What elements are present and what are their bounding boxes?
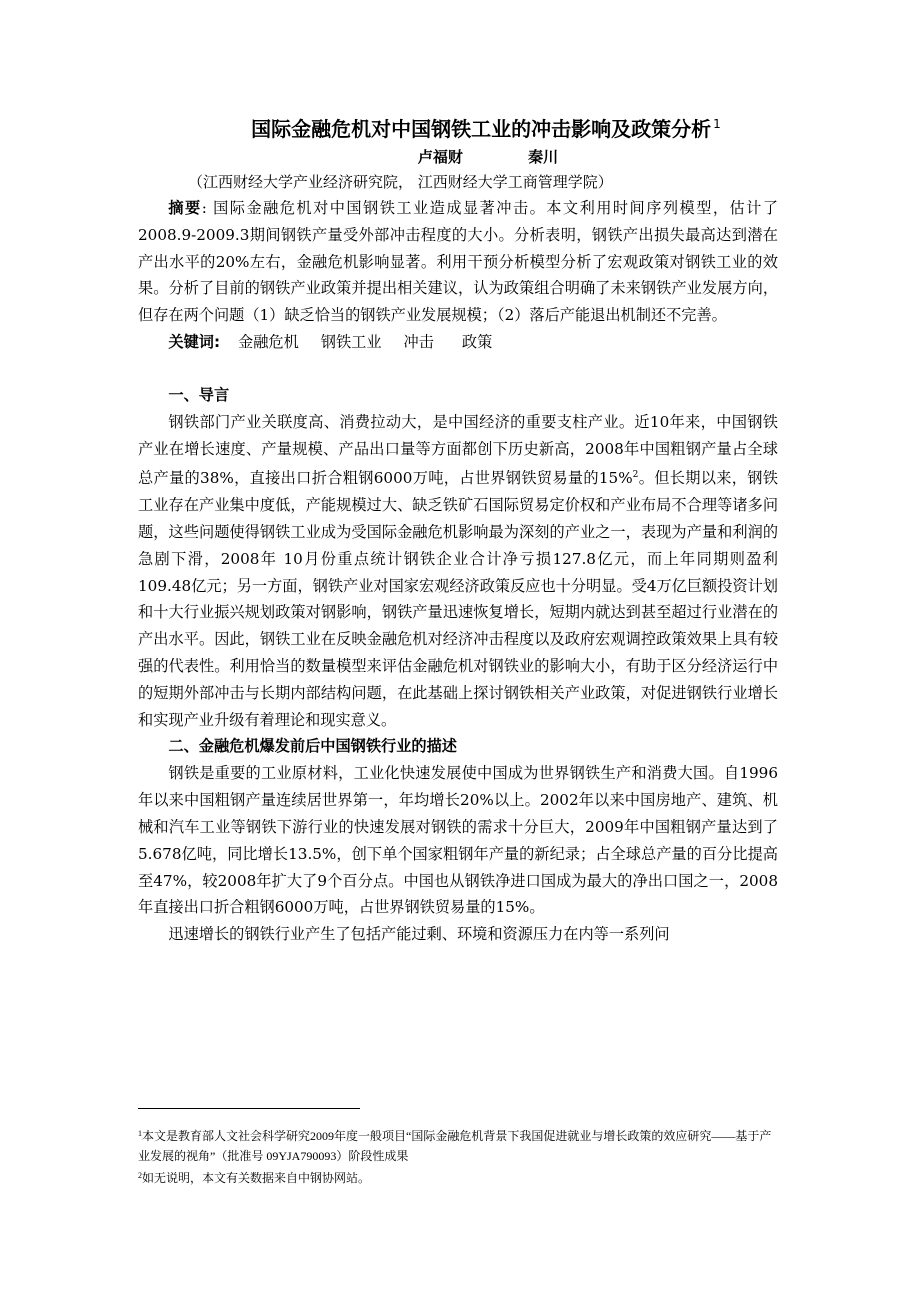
section-heading-introduction: 一、导言 (168, 385, 230, 404)
keyword: 钢铁工业 (320, 332, 382, 351)
author-list (138, 145, 778, 169)
keyword: 政策 (461, 332, 493, 351)
abstract (138, 195, 778, 329)
keywords (138, 329, 778, 356)
section-heading-description: 二、金融危机爆发前后中国钢铁行业的描述 (168, 737, 457, 756)
author-name: 卢福财 (417, 148, 463, 166)
footnotes (138, 1124, 778, 1188)
paper-page (138, 108, 778, 948)
body-paragraph (138, 409, 778, 734)
title-text: 国际金融危机对中国钢铁工业的冲击影响及政策分析 (251, 117, 712, 141)
body-paragraph: 迅速增长的钢铁行业产生了包括产能过剩、环境和资源压力在内等一系列问 (168, 925, 670, 944)
keywords-label: 关键词: (168, 332, 221, 351)
body-paragraph: 钢铁是重要的工业原材料，工业化快速发展使中国成为世界钢铁生产和消费大国。自1996年以来中国粗钢产量连续居世界第一，年均增长20%以上。2002年以来中国房地产、建筑、机械和汽车工业等钢铁下游行业的快速发展对钢铁的需求十分巨大，2009年中国粗钢产量达到了5.678亿吨，同比增长13.5%，创下单个国家粗钢年产量的新纪录；占全球总产量的百分比提高至47%，较2008年扩大了9个百分点。中国也从钢铁净进口国成为最大的净出口国之一，2008年直接出口折合粗钢6000万吨，占世界钢铁贸易量的15%。 (138, 764, 778, 917)
abstract-label: 摘要 (168, 199, 202, 217)
footnote-divider (138, 1108, 360, 1109)
footnote-number: 1 (138, 1129, 142, 1138)
paper-title (138, 108, 778, 145)
footnote-mark: 2 (632, 470, 639, 481)
paragraph-text: 。但长期以来，钢铁工业存在产业集中度低，产能规模过大、缺乏铁矿石国际贸易定价权和产业布局不合理等诸多问题，这些问题使得钢铁工业成为受国际金融危机影响最为深刻的产业之一，表现为产量和利润的急剧下滑，2008年 10月份重点统计钢铁企业合计净亏损127.8亿元，而上年同期则盈利109.48亿元；另一方面，钢铁产业对国家宏观经济政策反应也十分明显。受4万亿巨额投资计划和十大行业振兴规划政策对钢影响，钢铁产量迅速恢复增长，短期内就达到甚至超过行业潜在的产出水平。因此，钢铁工业在反映金融危机对经济冲击程度以及政府宏观调控政策效果上具有较强的代表性。利用恰当的数量模型来评估金融危机对钢铁业的影响大小，有助于区分经济运行中的短期外部冲击与长期内部结构问题，在此基础上探讨钢铁相关产业政策，对促进钢铁行业增长和实现产业升级有着理论和现实意义。 (138, 469, 778, 729)
footnote-number: 2 (138, 1171, 142, 1180)
author-affiliation: （江西财经大学产业经济研究院， 江西财经大学工商管理学院） (188, 173, 613, 191)
spacer (138, 356, 778, 382)
title-footnote-mark: 1 (713, 117, 721, 131)
keyword: 冲击 (403, 332, 434, 351)
abstract-text: : 国际金融危机对中国钢铁工业造成显著冲击。本文利用时间序列模型，估计了2008.9-2009.3期间钢铁产量受外部冲击程度的大小。分析表明，钢铁产出损失最高达到潜在产出水平的20%左右，金融危机影响显著。利用干预分析模型分析了宏观政策对钢铁工业的效果。分析了目前的钢铁产业政策并提出相关建议，认为政策组合明确了未来钢铁产业发展方向，但存在两个问题（1）缺乏恰当的钢铁产业发展规模；（2）落后产能退出机制还不完善。 (138, 199, 779, 325)
footnote-text: 如无说明，本文有关数据来自中钢协网站。 (142, 1171, 371, 1185)
paragraph-text: 钢铁部门产业关联度高、消费拉动大，是中国经济的重要支柱产业。近10年来，中国钢铁产业在增长速度、产量规模、产品出口量等方面都创下历史新高，2008年中国粗钢产量占全球总产量的38%，直接出口折合粗钢6000万吨，占世界钢铁贸易量的15% (138, 412, 778, 488)
keyword: 金融危机 (238, 332, 299, 351)
footnote (138, 1124, 778, 1166)
author-name: 秦川 (528, 148, 559, 166)
footnote (138, 1166, 778, 1188)
footnote-text: 本文是教育部人文社会科学研究2009年度一般项目“国际金融危机背景下我国促进就业与增长政策的效应研究——基于产业发展的视角”（批准号 09YJA790093）阶段性成果 (138, 1129, 772, 1163)
